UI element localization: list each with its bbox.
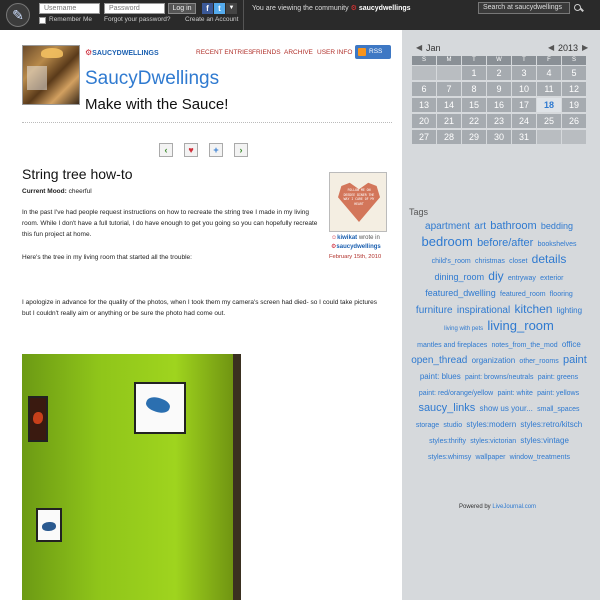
calendar-day[interactable]: 11 [537, 82, 561, 96]
post-title[interactable]: String tree how-to [22, 166, 133, 182]
remember-me-checkbox[interactable] [39, 17, 46, 24]
calendar-day[interactable]: 29 [462, 130, 486, 144]
post-paragraph-2: Here's the tree in my living room that started all the trouble: [22, 254, 192, 261]
login-button[interactable]: Log in [168, 3, 196, 14]
tag-link[interactable]: inspirational [456, 305, 511, 316]
community-icon: ⚙ [85, 48, 93, 57]
site-title[interactable]: SaucyDwellings [85, 68, 220, 89]
tag-link[interactable]: entryway [507, 275, 536, 282]
photo-door-edge [233, 354, 241, 600]
prev-year-arrow-icon[interactable]: ◀ [548, 43, 555, 52]
tag-link[interactable]: styles:whimsy [428, 454, 472, 461]
calendar-day[interactable]: 7 [437, 82, 461, 96]
red-bird-icon [33, 412, 43, 424]
tag-link[interactable]: closet [509, 258, 528, 265]
tag-link[interactable]: saucy_links [418, 402, 476, 414]
tag-link[interactable]: styles:retro/kitsch [520, 420, 583, 429]
tag-link[interactable]: bathroom [490, 220, 537, 232]
poster-info [331, 234, 391, 252]
tag-link[interactable]: bookshelves [537, 241, 577, 248]
prev-month-arrow-icon[interactable]: ◀ [416, 43, 423, 52]
nav-archive[interactable]: ARCHIVE [284, 49, 313, 56]
tag-link[interactable]: small_spaces [537, 406, 580, 413]
previous-entry-arrow-icon[interactable]: ‹ [159, 143, 173, 157]
calendar-dow: M [437, 56, 461, 65]
tag-link[interactable]: organization [471, 356, 516, 365]
facebook-icon[interactable]: f [202, 3, 213, 14]
tag-link[interactable]: living_room [487, 318, 554, 333]
calendar-day[interactable]: 31 [512, 130, 536, 144]
chevron-down-icon[interactable]: ▼ [226, 3, 237, 14]
tag-link[interactable]: paint: red/orange/yellow [418, 390, 494, 397]
livejournal-link[interactable]: LiveJournal.com [492, 504, 537, 510]
password-input[interactable]: Password [104, 3, 165, 14]
tag-link[interactable]: styles:thrifty [429, 438, 467, 445]
search-input[interactable]: Search at saucydwellings [478, 2, 570, 14]
calendar-dow: S [562, 56, 586, 65]
tag-link[interactable]: bedroom [421, 234, 473, 249]
tag-link[interactable]: paint: white [497, 390, 533, 397]
site-subtitle: Make with the Sauce! [85, 96, 229, 113]
calendar-day[interactable]: 25 [537, 114, 561, 128]
nav-friends[interactable]: FRIENDS [252, 49, 281, 56]
tag-link[interactable]: apartment [425, 221, 471, 232]
next-entry-arrow-icon[interactable]: › [234, 143, 248, 157]
calendar-day[interactable]: 22 [462, 114, 486, 128]
post-photo[interactable] [22, 354, 241, 600]
memories-heart-icon[interactable]: ♥ [184, 143, 198, 157]
calendar-day[interactable]: 19 [562, 98, 586, 112]
small-bird-icon [42, 522, 56, 531]
powered-by [459, 504, 536, 510]
calendar-day[interactable]: 16 [487, 98, 511, 112]
calendar-header [412, 43, 588, 55]
add-to-memories-plus-icon[interactable]: + [209, 143, 223, 157]
mood-value: cheerful [68, 188, 92, 195]
calendar-day[interactable]: 30 [487, 130, 511, 144]
calendar-day[interactable]: 8 [462, 82, 486, 96]
calendar-day[interactable]: 28 [437, 130, 461, 144]
viewing-community-text [252, 4, 411, 12]
calendar-day[interactable]: 21 [437, 114, 461, 128]
tag-link[interactable]: paint: yellows [537, 390, 580, 397]
username-input[interactable]: Username [39, 3, 100, 14]
remember-me-label: Remember Me [49, 16, 92, 23]
poster-username-link[interactable]: kiwikat [337, 235, 358, 241]
tag-link[interactable]: flooring [549, 291, 573, 298]
tag-link[interactable]: office [561, 340, 581, 349]
viewing-prefix: You are viewing the community [252, 5, 349, 12]
poster-userpic[interactable] [329, 172, 387, 232]
calendar-day[interactable]: 3 [512, 66, 536, 80]
header-divider [22, 122, 392, 123]
tag-link[interactable]: dining_room [434, 272, 485, 282]
livejournal-logo-icon[interactable]: ✎ [6, 3, 30, 27]
tag-link[interactable]: diy [488, 269, 504, 283]
calendar-day[interactable]: 27 [412, 130, 436, 144]
calendar-day[interactable]: 15 [462, 98, 486, 112]
tag-link[interactable]: details [531, 252, 567, 266]
calendar-day[interactable]: 13 [412, 98, 436, 112]
post-date[interactable]: February 15th, 2010 [329, 254, 382, 260]
calendar-day[interactable]: 18 [537, 98, 561, 112]
tag-link[interactable]: open_thread [411, 355, 468, 366]
poster-community-link[interactable]: saucydwellings [336, 244, 381, 250]
calendar-dow: W [487, 56, 511, 65]
nav-recent-entries[interactable]: RECENT ENTRIES [196, 49, 253, 56]
forgot-password-link[interactable]: Forgot your password? [104, 16, 171, 23]
mood-label: Current Mood: [22, 188, 67, 195]
calendar-day[interactable]: 23 [487, 114, 511, 128]
small-bird-frame [36, 508, 62, 542]
community-user-tag[interactable] [85, 48, 159, 57]
tag-link[interactable]: styles:modern [466, 420, 517, 429]
calendar-day[interactable]: 10 [512, 82, 536, 96]
community-link[interactable]: saucydwellings [358, 5, 411, 12]
tag-link[interactable]: exterior [540, 275, 564, 282]
user-icon: ☺ [331, 235, 338, 241]
bird-art-frame [134, 382, 186, 434]
calendar-dow: T [512, 56, 536, 65]
tag-link[interactable]: bedding [540, 221, 573, 231]
community-userpic[interactable] [22, 45, 80, 105]
calendar-day[interactable]: 12 [562, 82, 586, 96]
tag-link[interactable]: child's_room [431, 258, 471, 265]
wrote-in-label: wrote in [358, 235, 380, 241]
community-icon: ⚙ [350, 5, 357, 12]
tag-link[interactable]: mantles and fireplaces [417, 342, 488, 349]
tag-link[interactable]: living with pets [444, 326, 484, 332]
calendar-day[interactable]: 5 [562, 66, 586, 80]
tags-heading: Tags [409, 207, 429, 217]
community-icon: ⚙ [331, 244, 337, 250]
tag-link[interactable]: paint: greens [537, 374, 579, 381]
create-account-link[interactable]: Create an Account [185, 16, 239, 23]
nav-user-info[interactable]: USER INFO [317, 49, 353, 56]
tag-link[interactable]: wallpaper [475, 454, 506, 461]
calendar-dow: F [537, 56, 561, 65]
twitter-icon[interactable]: t [214, 3, 225, 14]
tag-link[interactable]: notes_from_the_mod [491, 342, 558, 349]
calendar-empty-cell [412, 66, 436, 80]
calendar-empty-cell [562, 130, 586, 144]
top-bar [0, 0, 600, 30]
rss-icon [358, 48, 366, 56]
tag-link[interactable]: storage [415, 422, 440, 429]
current-mood [22, 188, 92, 195]
tag-cloud [409, 219, 589, 465]
calendar-dow: S [412, 56, 436, 65]
calendar-day[interactable]: 17 [512, 98, 536, 112]
calendar-empty-cell [537, 130, 561, 144]
calendar-year[interactable]: 2013 [558, 43, 579, 53]
tag-link[interactable]: before/after [477, 237, 534, 249]
blue-bird-icon [144, 394, 171, 415]
calendar-month[interactable]: Jan [426, 43, 441, 53]
calendar-day[interactable]: 14 [437, 98, 461, 112]
calendar-day[interactable]: 2 [487, 66, 511, 80]
divider [243, 0, 244, 30]
community-tag-label: SAUCYDWELLINGS [92, 50, 159, 57]
calendar-day[interactable]: 9 [487, 82, 511, 96]
tag-link[interactable]: show us your... [479, 404, 533, 413]
tag-link[interactable]: window_treatments [509, 454, 570, 461]
calendar-day[interactable]: 26 [562, 114, 586, 128]
calendar-day[interactable]: 24 [512, 114, 536, 128]
tag-link[interactable]: featured_room [500, 291, 546, 298]
calendar-empty-cell [437, 66, 461, 80]
tag-link[interactable]: paint [562, 354, 587, 366]
tag-link[interactable]: christmas [474, 258, 505, 265]
rss-label: RSS [369, 48, 383, 55]
tag-link[interactable]: studio [443, 422, 463, 429]
tag-link[interactable]: furniture [415, 305, 453, 316]
calendar-dow: T [462, 56, 486, 65]
red-bird-frame [28, 396, 48, 442]
tag-link[interactable]: styles:victorian [470, 438, 517, 445]
calendar-day[interactable]: 20 [412, 114, 436, 128]
calendar-day[interactable]: 1 [462, 66, 486, 80]
tag-link[interactable]: art [474, 221, 486, 232]
next-year-arrow-icon[interactable]: ▶ [582, 43, 589, 52]
rss-button[interactable] [355, 45, 391, 59]
post-paragraph-1: In the past I've had people request instructions on how to recreate the string tree I made in my living room. While I don't have a full tutorial, I do have enough to get you going so you can hopefully recreate this fun project at home. [22, 209, 318, 238]
tag-link[interactable]: paint: blues [419, 372, 461, 381]
tag-link[interactable]: styles:vintage [520, 436, 569, 445]
userpic-text: FOLLOW ME ON DEEDEE DINER THE WAY I CARE OF MY HEART [343, 188, 375, 206]
tag-link[interactable]: other_rooms [519, 358, 559, 365]
tag-link[interactable]: lighting [556, 306, 583, 315]
tag-link[interactable]: featured_dwelling [425, 288, 496, 298]
tag-link[interactable]: paint: browns/neutrals [464, 374, 534, 381]
calendar-day[interactable]: 4 [537, 66, 561, 80]
post-paragraph-3: I apologize in advance for the quality of the photos, when I took them my camera's screen had died- so I could take pictures but I couldn't really aim or anything or be sure the photo had come out. [22, 299, 377, 317]
tag-link[interactable]: kitchen [514, 302, 553, 316]
search-icon[interactable] [573, 3, 583, 13]
calendar-day[interactable]: 6 [412, 82, 436, 96]
powered-by-label: Powered by [459, 504, 491, 510]
